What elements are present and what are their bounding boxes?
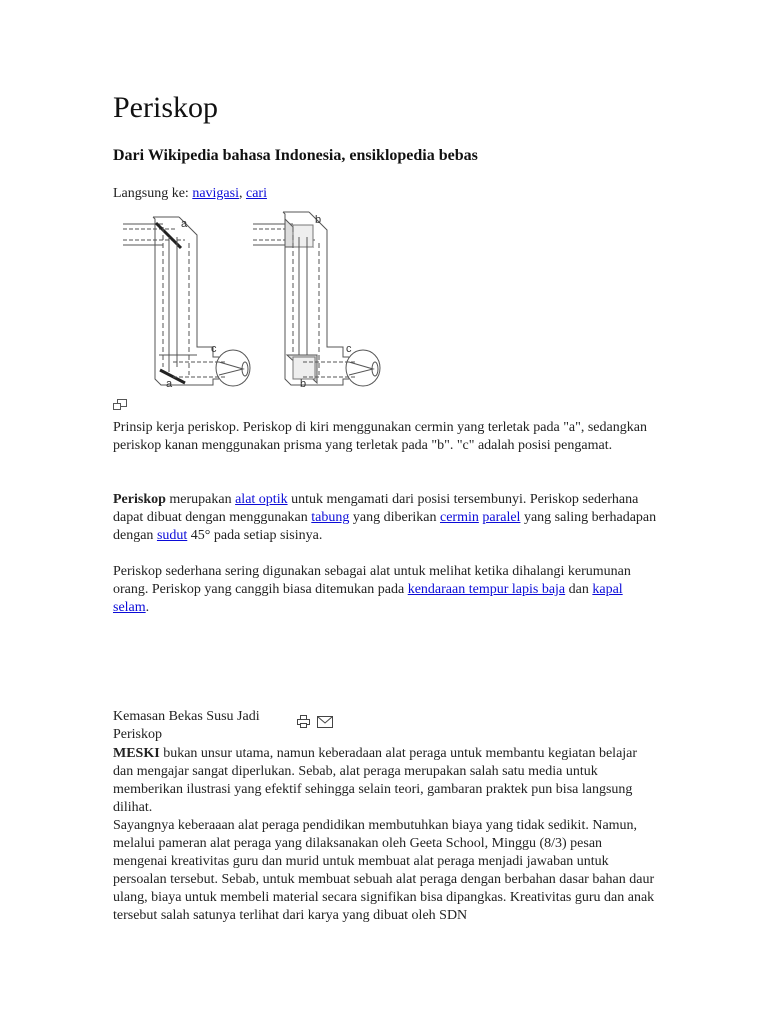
text-run: bukan unsur utama, namun keberadaan alat peraga untuk membantu kegiatan belajar dan mengajar sangat diperlukan. Sebab, alat peraga merupakan salah satu media untuk memberikan ilustrasi yang efektif sehingga selain teori, gambaran praktek pun bisa langsung dilihat. xyxy=(113,746,638,815)
link-alat-optik[interactable]: alat optik xyxy=(235,492,288,507)
jump-separator: , xyxy=(238,186,246,201)
article-paragraph xyxy=(113,745,658,817)
label-c-left: c xyxy=(211,343,217,355)
article-tools xyxy=(297,715,336,729)
enlarge-icon[interactable] xyxy=(113,399,127,411)
text-run: untuk mengamati dari posisi tersembunyi. Periskop sederhana dapat dibuat dengan menggunakan xyxy=(113,492,639,525)
label-a-bottom: a xyxy=(166,378,173,390)
link-cermin[interactable]: cermin xyxy=(439,510,479,525)
article-body xyxy=(113,745,658,925)
label-b-top: b xyxy=(315,214,322,226)
link-sudut[interactable]: sudut xyxy=(156,528,188,543)
text-run: yang saling berhadapan dengan xyxy=(113,510,657,543)
text-run: merupakan xyxy=(165,492,236,507)
link-tabung[interactable]: tabung xyxy=(311,510,350,525)
label-c-right: c xyxy=(346,343,352,355)
text-run: Periskop sederhana sering digunakan sebagai alat untuk melihat ketika dihalangi kerumunan orang. Periskop yang canggih biasa ditemukan pada xyxy=(113,564,631,597)
email-icon[interactable] xyxy=(317,715,333,733)
link-kendaraan-tempur[interactable]: kendaraan tempur lapis baja xyxy=(407,582,566,597)
jump-prefix: Langsung ke: xyxy=(113,186,193,201)
article-paragraph: Sayangnya keberaaan alat peraga pendidikan membutuhkan biaya yang tidak sedikit. Namun, melalui pameran alat peraga yang dilaksanakan oleh Geeta School, Minggu (8/3) pesan mengenai kreativitas guru dan murid untuk membuat alat peraga menjadi jawaban untuk persoalan tersebut. Sebab, untuk membuat sebuah alat peraga dengan berbahan dasar bahan daur ulang, biaya untuk membeli material secara signifikan bisa dipangkas. Kreativitas guru dan anak tersebut salah satunya terlihat dari karya yang dibuat oleh SDN xyxy=(113,818,655,923)
page-title: Periskop xyxy=(113,91,218,124)
periscope-diagram[interactable] xyxy=(113,207,413,397)
link-kapal-selam[interactable]: kapal selam xyxy=(113,582,623,615)
text-run: dan xyxy=(565,582,593,597)
text-run: 45° pada setiap sisinya. xyxy=(187,528,323,543)
article-title: Kemasan Bekas Susu Jadi Periskop xyxy=(113,709,260,742)
link-paralel[interactable]: paralel xyxy=(482,510,521,525)
jump-links xyxy=(113,185,267,203)
navigation-link[interactable]: navigasi xyxy=(192,186,239,201)
usage-paragraph xyxy=(113,563,658,617)
text-run: yang diberikan xyxy=(349,510,440,525)
page-subtitle: Dari Wikipedia bahasa Indonesia, ensiklopedia bebas xyxy=(113,147,478,164)
lead-word: MESKI xyxy=(113,746,160,761)
text-run: . xyxy=(145,600,150,615)
search-link[interactable]: cari xyxy=(245,186,267,201)
figure-caption: Prinsip kerja periskop. Periskop di kiri menggunakan cermin yang terletak pada "a", sedangkan periskop kanan menggunakan prisma yang terletak pada "b". "c" adalah posisi pengamat. xyxy=(113,420,647,453)
print-icon[interactable] xyxy=(297,715,310,733)
label-a-top: a xyxy=(181,218,188,230)
bold-term: Periskop xyxy=(113,492,166,507)
intro-paragraph xyxy=(113,491,658,545)
label-b-bottom: b xyxy=(300,378,307,390)
